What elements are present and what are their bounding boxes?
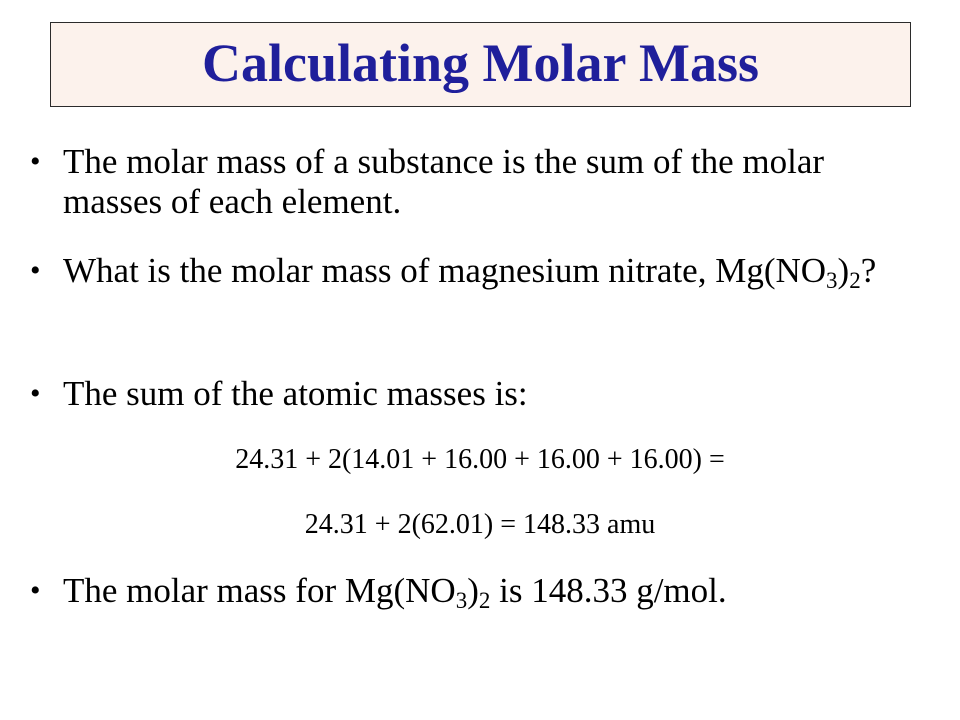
subscript-2: 2 xyxy=(849,268,861,293)
bullet-item-4 xyxy=(30,571,910,611)
bullet-4-text-after: is 148.33 g/mol. xyxy=(490,571,727,610)
calculation-line-2: 24.31 + 2(62.01) = 148.33 amu xyxy=(304,509,656,540)
bullet-item-2 xyxy=(30,251,910,291)
bullet-text-4 xyxy=(63,571,910,611)
bullet-item-1 xyxy=(30,142,910,222)
subscript-3: 3 xyxy=(455,588,468,613)
bullet-2-text-after: ? xyxy=(860,251,877,290)
bullet-2-paren: ) xyxy=(837,251,850,290)
bullet-item-3 xyxy=(30,374,910,414)
bullet-dot: • xyxy=(30,377,41,410)
subscript-2: 2 xyxy=(478,588,491,613)
title-box xyxy=(50,22,911,107)
bullet-2-text-before: What is the molar mass of magnesium nitrate, Mg(NO xyxy=(63,251,827,290)
subscript-3: 3 xyxy=(826,268,838,293)
bullet-dot: • xyxy=(30,145,41,178)
bullet-dot: • xyxy=(30,574,41,607)
bullet-dot: • xyxy=(30,254,41,287)
bullet-text-1: The molar mass of a substance is the sum of the molar masses of each element. xyxy=(63,142,825,221)
bullet-text-2 xyxy=(63,251,910,291)
bullet-text-3: The sum of the atomic masses is: xyxy=(63,374,528,413)
calculation-line-1: 24.31 + 2(14.01 + 16.00 + 16.00 + 16.00) = xyxy=(235,444,725,475)
slide-title: Calculating Molar Mass xyxy=(202,32,759,93)
bullet-4-text-before: The molar mass for Mg(NO xyxy=(63,571,456,610)
bullet-4-paren: ) xyxy=(467,571,479,610)
